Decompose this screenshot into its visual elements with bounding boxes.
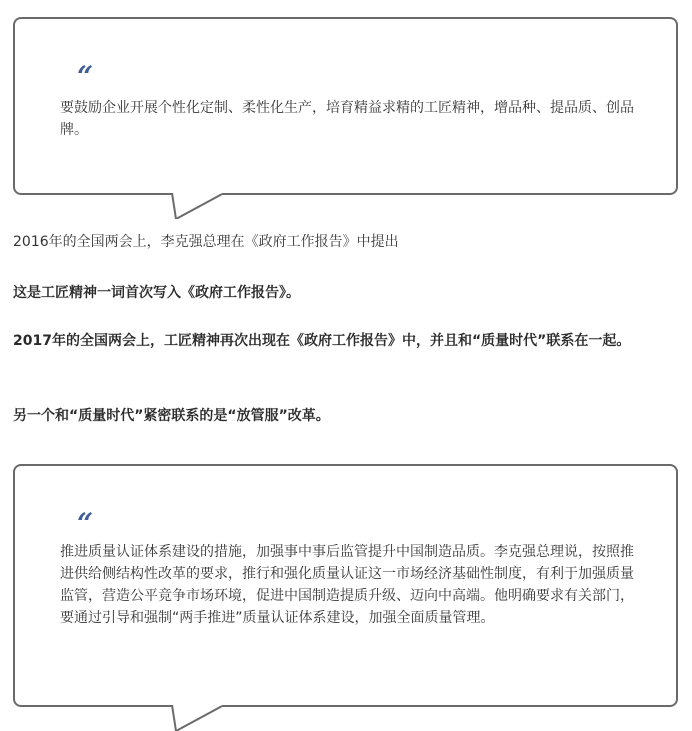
paragraph-first-time: 这是工匠精神一词首次写入《政府工作报告》。 bbox=[13, 285, 300, 301]
speech-tail-icon bbox=[170, 193, 226, 219]
speech-tail-icon bbox=[170, 705, 226, 731]
quote-bubble-1 bbox=[13, 17, 678, 195]
quote-mark-icon: “ bbox=[77, 507, 92, 540]
quote-2-text: 推进质量认证体系建设的措施，加强事中事后监管提升中国制造品质。李克强总理说，按照推进供给侧结构性改革的要求，推行和强化质量认证这一市场经济基础性制度，有利于加强质量监管，营造公平竞争市场环境，促进中国制造提质升级、迈向中高端。他明确要求有关部门，要通过引导和强制“两手推进”质量认证体系建设，加强全面质量管理。 bbox=[60, 544, 634, 626]
paragraph-2017: 2017年的全国两会上，工匠精神再次出现在《政府工作报告》中，并且和“质量时代”联系在一起。 bbox=[13, 333, 631, 349]
paragraph-2016: 2016年的全国两会上，李克强总理在《政府工作报告》中提出 bbox=[13, 234, 399, 250]
quote-mark-icon: “ bbox=[77, 60, 92, 93]
quote-1-text: 要鼓励企业开展个性化定制、柔性化生产，培育精益求精的工匠精神，增品种、提品质、创品牌。 bbox=[60, 100, 634, 138]
paragraph-reform: 另一个和“质量时代”紧密联系的是“放管服”改革。 bbox=[13, 408, 330, 424]
quote-bubble-2 bbox=[13, 464, 678, 707]
